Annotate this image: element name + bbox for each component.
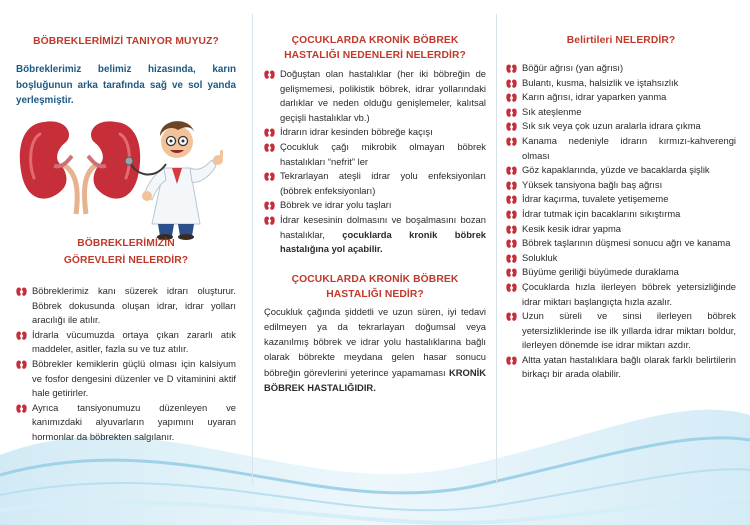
kidney-bullet-icon	[16, 287, 27, 297]
column-divider	[252, 14, 253, 484]
kidney-bullet-icon	[264, 201, 275, 211]
list-item: Böbreklerimiz kanı süzerek idrarı oluşturur. Böbrek dokusunda oluşan idrar, idrar yolları aracılığı ile atılır.	[16, 284, 236, 328]
section-title-functions-line1: BÖBREKLERİMİZİN	[77, 238, 175, 249]
column-causes	[258, 0, 492, 525]
list-item: Büyüme geriliği büyümede duraklama	[506, 265, 736, 280]
list-item: Böğür ağrısı (yan ağrısı)	[506, 61, 736, 76]
section-title-functions-line2: GÖREVLERİ NELERDİR?	[63, 255, 189, 266]
definition-paragraph: Çocukluk çağında şiddetli ve uzun süren, iyi tedavi edilmeyen ya da tekrarlayan doğumsal veya kazanılmış böbrek ve idrar yolu hastalıklarına bağlı olarak böbrekte meydana gelen hasar sonucu böbreğin görevlerini yeterince yapamaması KRONİK BÖBREK HASTALIĞIDIR.	[264, 305, 486, 393]
kidney-bullet-icon	[506, 254, 517, 264]
list-item: Böbrek ve idrar yolu taşları	[264, 198, 486, 213]
list-item: Uzun süreli ve sinsi ilerleyen böbrek yetersizliklerinde ise ilk yıllarda idrar miktarı boldur, ilerleyen dönemde ise idrar miktarı azdır.	[506, 309, 736, 353]
kidney-bullet-icon	[506, 93, 517, 103]
list-item: İdrarla vücumuzda ortaya çıkan zararlı atık maddeler, asitler, fazla su ve tuz atılır.	[16, 328, 236, 357]
column-divider	[496, 14, 497, 484]
column-symptoms	[500, 0, 750, 525]
list-item: Kanama nedeniyle idrarın kırmızı-kahverengi olması	[506, 134, 736, 163]
kidney-bullet-icon	[506, 239, 517, 249]
section-title-know-kidneys: BÖBREKLERİMİZİ TANIYOR MUYUZ?	[33, 36, 219, 47]
list-item: Karın ağrısı, idrar yaparken yanma	[506, 90, 736, 105]
list-item: Çocuklarda hızla ilerleyen böbrek yetersizliğinde idrar miktarı başlangıçta hızla azalır.	[506, 280, 736, 309]
section-title-causes-line1: ÇOCUKLARDA KRONİK BÖBREK	[291, 35, 459, 46]
bold-conclusion: çocuklarda kronik böbrek hastalığına yol açabilir.	[280, 228, 486, 255]
kidney-bullet-icon	[264, 70, 275, 80]
list-item: İdrarın idrar kesinden böbreğe kaçışı	[264, 125, 486, 140]
list-item: Bulantı, kusma, halsizlik ve iştahsızlık	[506, 76, 736, 91]
kidney-bullet-icon	[264, 216, 275, 226]
kidney-bullet-icon	[506, 312, 517, 322]
list-item: Çocukluk çağı mikrobik olmayan böbrek hastalıkları “nefrit” ler	[264, 140, 486, 169]
list-item: İdrar kesesinin dolmasını ve boşalmasını bozan hastalıklar, çocuklarda kronik böbrek hastalığına yol açabilir.	[264, 213, 486, 257]
section-title-definition-line2: HASTALIĞI NEDİR?	[326, 288, 424, 300]
causes-list	[264, 67, 486, 257]
list-item: Göz kapaklarında, yüzde ve bacaklarda şişlik	[506, 163, 736, 178]
list-item: Böbrekler kemiklerin güçlü olması için kalsiyum ve fosfor dengesini düzenler ve D vitaminini aktif hale getirirler.	[16, 357, 236, 401]
kidney-bullet-icon	[16, 404, 27, 414]
kidney-bullet-icon	[506, 122, 517, 132]
kidney-bullet-icon	[506, 166, 517, 176]
kidney-bullet-icon	[16, 360, 27, 370]
kidney-bullet-icon	[16, 331, 27, 341]
intro-text: Böbreklerimiz belimiz hizasında, karın boşluğunun arka tarafında sağ ve sol yanda yerleşmiştir.	[16, 64, 236, 106]
list-item: Yüksek tansiyona bağlı baş ağrısı	[506, 178, 736, 193]
list-item: Altta yatan hastalıklara bağlı olarak farklı belirtilerin birkaçı bir arada olabilir.	[506, 353, 736, 382]
kidney-bullet-icon	[506, 356, 517, 366]
kidney-bullet-icon	[506, 210, 517, 220]
kidney-bullet-icon	[264, 128, 275, 138]
list-item: İdrar tutmak için bacaklarını sıkıştırma	[506, 207, 736, 222]
section-title-symptoms: Belirtileri NELERDİR?	[566, 35, 676, 46]
kidney-bullet-icon	[506, 181, 517, 191]
section-title-causes-line2: HASTALIĞI NEDENLERİ NELERDİR?	[284, 50, 466, 61]
definition-bold: KRONİK BÖBREK HASTALIĞIDIR.	[264, 366, 486, 393]
kidney-bullet-icon	[506, 225, 517, 235]
list-item: Sık ateşlenme	[506, 105, 736, 120]
kidney-bullet-icon	[264, 172, 275, 182]
kidney-bullet-icon	[506, 64, 517, 74]
section-title-definition-line1: ÇOCUKLARDA KRONİK BÖBREK	[291, 273, 459, 285]
kidney-bullet-icon	[506, 79, 517, 89]
kidney-bullet-icon	[506, 195, 517, 205]
column-kidney-functions	[0, 0, 250, 525]
kidney-bullet-icon	[264, 143, 275, 153]
list-item: Doğuştan olan hastalıklar (her iki böbreğin de gelişmemesi, polikistik böbrek, idrar yollarındaki darlıklar ve neden olduğu genişlemeler, kalıtsal geçişli hastalıklar vb.)	[264, 67, 486, 125]
kidney-bullet-icon	[506, 268, 517, 278]
list-item: Solukluk	[506, 251, 736, 266]
kidney-bullet-icon	[506, 283, 517, 293]
kidney-bullet-icon	[506, 108, 517, 118]
list-item: Sık sık veya çok uzun aralarla idrara çıkma	[506, 119, 736, 134]
list-item: Kesik kesik idrar yapma	[506, 222, 736, 237]
list-item: Tekrarlayan ateşli idrar yolu enfeksiyonları (böbrek enfeksiyonları)	[264, 169, 486, 198]
symptoms-list	[506, 61, 736, 382]
list-item: Böbrek taşlarının düşmesi sonucu ağrı ve kanama	[506, 236, 736, 251]
kidney-bullet-icon	[506, 137, 517, 147]
functions-list	[16, 284, 236, 445]
list-item: İdrar kaçırma, tuvalete yetişememe	[506, 192, 736, 207]
list-item: Ayrıca tansiyonumuzu düzenleyen ve kanımızdaki alyuvarların yapımını uyaran hormonlar da böbrekten salgılanır.	[16, 401, 236, 445]
